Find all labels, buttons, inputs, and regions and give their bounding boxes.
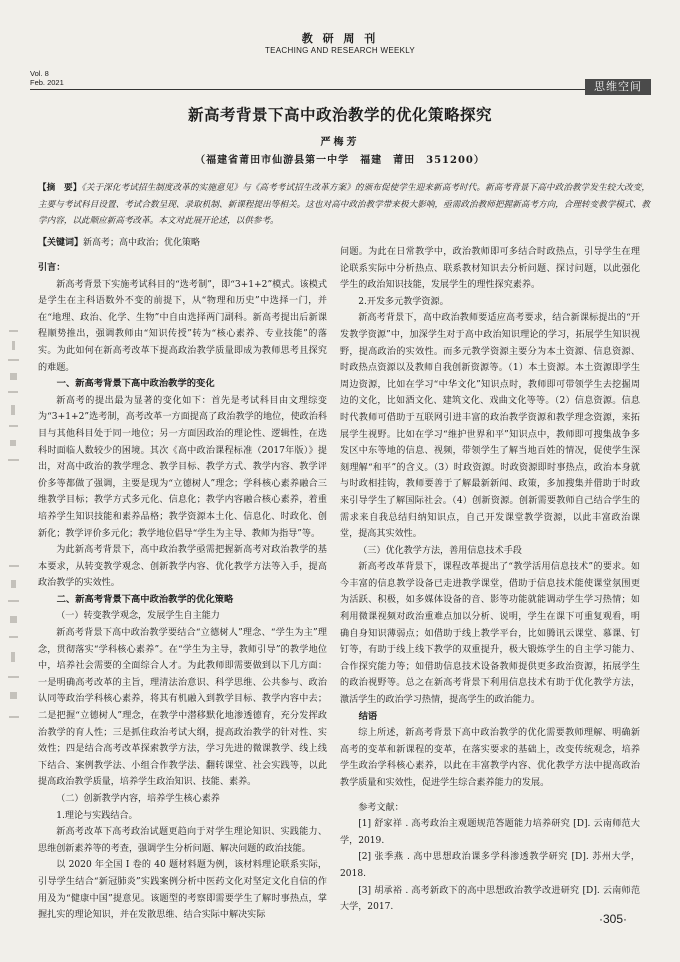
paragraph: 问题。为此在日常教学中，政治教师即可多结合时政热点，引导学生在理论联系实际中分析热点、联系教材知识去分析问题、探讨问题，以此强化学生的政治知识技能，发展学生的理性探究素养。 xyxy=(340,247,640,291)
article-author: 严梅芳 xyxy=(320,137,360,148)
article-title: 新高考背景下高中政治教学的优化策略探究 xyxy=(187,105,492,124)
references-heading: 参考文献： xyxy=(358,802,404,813)
bleed-through-marks-lower xyxy=(4,560,22,740)
reference-item: [1] 舒家祥 . 高考政治主观题规范答题能力培养研究 [D]. 云南师范大学，2019. xyxy=(340,819,640,846)
issue-date: Feb. 2021 xyxy=(30,78,64,87)
subsubsection-heading: 2.开发多元教学资源。 xyxy=(358,296,449,307)
reference-item: [3] 胡承裕 . 高考新政下的高中思想政治教学改进研究 [D]. 云南师范大学，2017. xyxy=(340,885,640,913)
header-divider xyxy=(30,89,585,90)
reference-item: [2] 张季燕 . 高中思想政治课多学科渗透教学研究 [D]. 苏州大学，2018. xyxy=(340,852,640,879)
paragraph: 新高考背景下高中政治教学要结合“立德树人”理念、“学生为主”理念，贯彻落实“学科核心素养”。在“学生为主导，教师引导”的教学地位中，培养社会需要的全面综合人才。为此教师即需要做到以下几方面：一是明确高考改革的主旨，理清法治意识、科学思维、公共参与、政治认同等政治学科核心素养，将其有机融入到教学目标、教学内容中去；二是把握“立德树人”理念，在教学中潜移默化地渗透德育，充分发挥政治教学的育人性；三是抓住政治考试大纲，提高政治教学的针对性、实效性；四是结合高考改革探索教学方法，学习先进的微课教学、线上线下结合、案例教学法、小组合作教学法、翻转课堂、社会实践等，以此提高政治教学质量，培养学生政治知识、技能、素养。 xyxy=(38,628,327,788)
intro-heading: 引言： xyxy=(38,262,66,273)
abstract xyxy=(38,180,650,230)
section-heading: 二、新高考背景下高中政治教学的优化策略 xyxy=(56,593,234,605)
left-column xyxy=(38,260,327,924)
volume-number: Vol. 8 xyxy=(30,69,49,78)
right-column xyxy=(340,244,640,916)
volume-info xyxy=(30,69,64,87)
paragraph: 新高考背景下实施考试科目的“选考制”，即“3+1+2”模式。该模式是学生在主科语数外不变的前提下，从“物理和历史”中选择一门，并在“地理、政治、化学、生物”中自由选择两门副科。新高考提出后新课程顺势推出，强调教师由“知识传授”转为“核心素养、专业技能”的落实。为此如何在新高考改革下提高政治教学质量即成为教师思考且探究的难题。 xyxy=(38,279,327,373)
subsubsection-heading: 1.理论与实践结合。 xyxy=(56,810,138,821)
paragraph: 为此新高考背景下，高中政治教学亟需把握新高考对政治教学的基本要求，从转变教学观念、创新教学内容、优化教学方法等入手，提高政治教学的实效性。 xyxy=(38,545,327,589)
abstract-text: 《关于深化考试招生制度改革的实施意见》与《高考考试招生改革方案》的颁布促使学生迎来新高考时代。新高考背景下高中政治教学发生较大改变，主要与考试科目设置、考试合数呈现、录取机制、新课程提出等相关。这也对高中政治教学带来极大影响，亟需政治教师把握新高考方向，合理转变教学模式、教学内容，以此顺应新高考改革。本文对此展开论述，以供参考。 xyxy=(38,183,650,226)
subsection-heading: （一）转变教学观念，发展学生自主能力 xyxy=(56,611,220,622)
column-tag: 思维空间 xyxy=(585,79,651,95)
paragraph: 以 2020 年全国 I 卷的 40 题材料题为例，该材料理论联系实际，引导学生结合“新冠肺炎”实践案例分析中医药文化对坚定文化自信的作用及为“健康中国”提意见。该题型的考察即需要学生了解时事热点，掌握扎实的理论知识，并在发散思维、结合实际中解决实际 xyxy=(38,860,327,921)
references xyxy=(340,800,640,916)
keywords-label: 【关键词】 xyxy=(38,238,84,248)
subsection-heading: （二）创新教学内容，培养学生核心素养 xyxy=(56,794,220,804)
abstract-label: 【摘 要】 xyxy=(38,183,82,193)
conclusion-heading: 结语 xyxy=(358,710,378,722)
author-affiliation: （福建省莆田市仙游县第一中学 福建 莆田 351200） xyxy=(195,155,485,166)
paragraph: 新高考背景下，高中政治教师要适应高考要求，结合新课标提出的“开发教学资源”中，加深学生对于高中政治知识理论的学习，拓展学生知识视野，提高政治的实效性。而多元教学资源主要分为本土资源、信息资源、时政热点资源以及教师自我创新资源等。（1）本土资源。本土资源即学生周边资源，比如在学习“中华文化”知识点时，教师即可带领学生去挖掘周边的文化，比如酒文化、建筑文化、戏曲文化等等。（2）信息资源。信息时代教师可借助于互联网引进丰富的政治教学资源和教学理念资源，来拓展学生视野。比如在学习“维护世界和平”知识点中，教师即可搜集战争多发区中东等地的信息、视频，带领学生了解当地百姓的情况，促使学生深刻理解“和平”的含义。（3）时政资源。时政资源即时事热点，政治本身就与时政相挂钩，教师要善于了解最新新闻、政策，多加搜集并借助于时政来引导学生了解国际社会。（4）创新资源。创新需要教师自己结合学生的需求来自我总结归纳知识点，自己开发课堂教学资源，以此丰富政治课堂，提高其实效性。 xyxy=(340,313,640,540)
journal-name-cn: 教 研 周 刊 xyxy=(301,32,379,45)
subsection-heading: （三）优化教学方法，善用信息技术手段 xyxy=(358,545,522,556)
paragraph: 新高考改革下高考政治试题更趋向于对学生理论知识、实践能力、思维创新素养等的考查，强调学生分析问题、解决问题的政治技能。 xyxy=(38,827,327,854)
section-heading: 一、新高考背景下高中政治教学的变化 xyxy=(56,378,215,390)
keywords-text: 新高考；高中政治；优化策略 xyxy=(83,238,201,248)
paragraph: 新高考的提出最为显著的变化如下：首先是考试科目由文理综变为“3+1+2”选考制，高考改革一方面提高了政治教学的地位，使政治科目与其他科目处于同一地位；另一方面因政治的理论性、逻辑性，在选科时面临人数较少的困境。其次《高中政治课程标准（2017年版）》提出，对高中政治的教学理念、教学目标、教学方式、教学内容、教学评价多等都做了强调，主要是现为“立德树人”理念；学科核心素养融合三维教学目标；教学方式多元化、信息化；教学内容融合核心素养，着重培养学生知识技能和素养品格；教学资源本土化、信息化、时政化、创新化；教学评价多元化；教学地位倡导“学生为主导、教师为指导”等。 xyxy=(38,395,327,539)
paragraph: 新高考改革背景下，课程改革提出了“教学活用信息技术”的要求。如今丰富的信息教学设备已走进教学课堂，借助于信息技术能使课堂氛围更为活跃、积极，如多媒体设备的音、影等功能就能调动学生学习热情；如利用微课视频对政治重难点加以分析、说明，学生在课下可重复观看，明确自身知识薄弱点；如借助于线上教学平台，比如腾讯云课堂、慕课、钉钉等，有助于线上线下教学的双重提升，极大锻炼学生的自主学习能力、合作探究能力等；如借助信息技术设备教师提供更多政治资源，拓展学生的政治视野等。总之在新高考背景下利用信息技术有助于优化教学方法，激活学生的政治学习热情，提高学生的政治能力。 xyxy=(340,562,640,706)
bleed-through-marks xyxy=(4,325,22,475)
journal-name-en: TEACHING AND RESEARCH WEEKLY xyxy=(264,46,416,55)
page-number: ·305· xyxy=(599,912,628,926)
paragraph: 综上所述，新高考背景下高中政治教学的优化需要教师理解、明确新高考的变革和新课程的变革，在落实要求的基础上，改变传统观念，培养学生政治学科核心素养，以此在丰富教学内容、优化教学方法中提高政治教学质量和实效性，促进学生综合素养能力的发展。 xyxy=(340,728,640,788)
